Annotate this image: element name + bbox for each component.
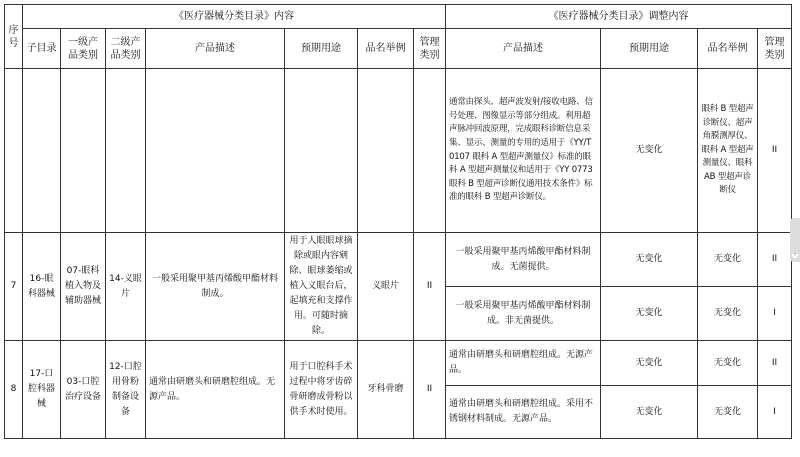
col-level1: 一级产品类别 xyxy=(61,29,106,69)
example-cell: 义眼片 xyxy=(358,233,414,341)
col-mgmt: 管理类别 xyxy=(414,29,446,69)
level2-cell: 14-义眼片 xyxy=(106,233,146,341)
example-cell: 牙科骨磨 xyxy=(358,341,414,439)
mgmt-cell xyxy=(414,69,446,233)
col-adj-description: 产品描述 xyxy=(446,29,601,69)
col-adj-mgmt: 管理类别 xyxy=(758,29,792,69)
adj-description-cell: 一般采用聚甲基丙烯酸甲酯材料制成。非无菌提供。 xyxy=(446,287,601,341)
intended-use-cell: 用于人眼眼球摘除或眼内容剜除、眼球萎缩或植入义眼台后，起填充和支撑作用。可随时摘除。 xyxy=(285,233,358,341)
level1-cell: 03-口腔治疗设备 xyxy=(61,341,106,439)
table-row xyxy=(5,341,792,386)
col-sub-catalog: 子目录 xyxy=(23,29,61,69)
adj-description-cell: 通常由探头、超声波发射/接收电路、信号处理、图像显示等部分组成。利用超声脉冲回波原理，完成眼科诊断信息采集、显示、测量的专用的适用于《YY/T 0107 眼科 A 型超声测量仪》标准的眼科 A 型超声测量仪和适用于《YY 0773 眼科 B 型超声诊断仪通用技术条件》标准的眼科 B 型超声诊断仪。 xyxy=(446,69,601,233)
plus-icon: + xyxy=(792,251,798,258)
adj-intended-use-cell: 无变化 xyxy=(601,233,698,287)
description-cell: 一般采用聚甲基丙烯酸甲酯材料制成。 xyxy=(146,233,285,341)
adj-example-cell: 眼科 B 型超声诊断仪、超声角膜测厚仪、眼科 A 型超声测量仪、眼科 AB 型超声诊断仪 xyxy=(698,69,758,233)
intended-use-cell: 用于口腔科手术过程中将牙齿碎骨研磨成骨粉以供手术时使用。 xyxy=(285,341,358,439)
adj-mgmt-cell: II xyxy=(758,341,792,386)
level2-cell: 12-口腔用骨粉制备设备 xyxy=(106,341,146,439)
seq-cell: 8 xyxy=(5,341,23,439)
adj-mgmt-cell: I xyxy=(758,386,792,439)
adj-example-cell: 无变化 xyxy=(698,341,758,386)
adj-example-cell: 无变化 xyxy=(698,233,758,287)
sub-catalog-cell xyxy=(23,69,61,233)
col-description: 产品描述 xyxy=(146,29,285,69)
col-level2: 二级产品类别 xyxy=(106,29,146,69)
adj-mgmt-cell: II xyxy=(758,233,792,287)
col-adj-example: 品名举例 xyxy=(698,29,758,69)
adj-intended-use-cell: 无变化 xyxy=(601,69,698,233)
header-column-row xyxy=(5,29,792,69)
sub-catalog-cell: 17-口腔科器械 xyxy=(23,341,61,439)
adj-intended-use-cell: 无变化 xyxy=(601,287,698,341)
original-content-header: 《医疗器械分类目录》内容 xyxy=(23,5,446,29)
description-cell xyxy=(146,69,285,233)
seq-cell xyxy=(5,69,23,233)
mgmt-cell: II xyxy=(414,233,446,341)
col-intended-use: 预期用途 xyxy=(285,29,358,69)
sub-catalog-cell: 16-眼科器械 xyxy=(23,233,61,341)
adj-description-cell: 通常由研磨头和研磨腔组成。无源产品。 xyxy=(446,341,601,386)
adj-intended-use-cell: 无变化 xyxy=(601,386,698,439)
level2-cell xyxy=(106,69,146,233)
adj-mgmt-cell: I xyxy=(758,287,792,341)
mgmt-cell: II xyxy=(414,341,446,439)
description-cell: 通常由研磨头和研磨腔组成。无源产品。 xyxy=(146,341,285,439)
side-scroll-tab[interactable] xyxy=(790,218,800,262)
adj-example-cell: 无变化 xyxy=(698,386,758,439)
table-row xyxy=(5,69,792,233)
col-adj-intended-use: 预期用途 xyxy=(601,29,698,69)
adj-mgmt-cell: II xyxy=(758,69,792,233)
table-row xyxy=(5,233,792,287)
adj-intended-use-cell: 无变化 xyxy=(601,341,698,386)
adj-example-cell: 无变化 xyxy=(698,287,758,341)
catalog-adjustment-table xyxy=(4,4,792,439)
header-group-row xyxy=(5,5,792,29)
seq-header: 序号 xyxy=(5,5,23,69)
adjusted-content-header: 《医疗器械分类目录》调整内容 xyxy=(446,5,792,29)
example-cell xyxy=(358,69,414,233)
level1-cell: 07-眼科植入物及辅助器械 xyxy=(61,233,106,341)
intended-use-cell xyxy=(285,69,358,233)
seq-cell: 7 xyxy=(5,233,23,341)
level1-cell xyxy=(61,69,106,233)
col-example: 品名举例 xyxy=(358,29,414,69)
adj-description-cell: 通常由研磨头和研磨腔组成。采用不锈钢材料制成。无源产品。 xyxy=(446,386,601,439)
adj-description-cell: 一般采用聚甲基丙烯酸甲酯材料制成。无菌提供。 xyxy=(446,233,601,287)
